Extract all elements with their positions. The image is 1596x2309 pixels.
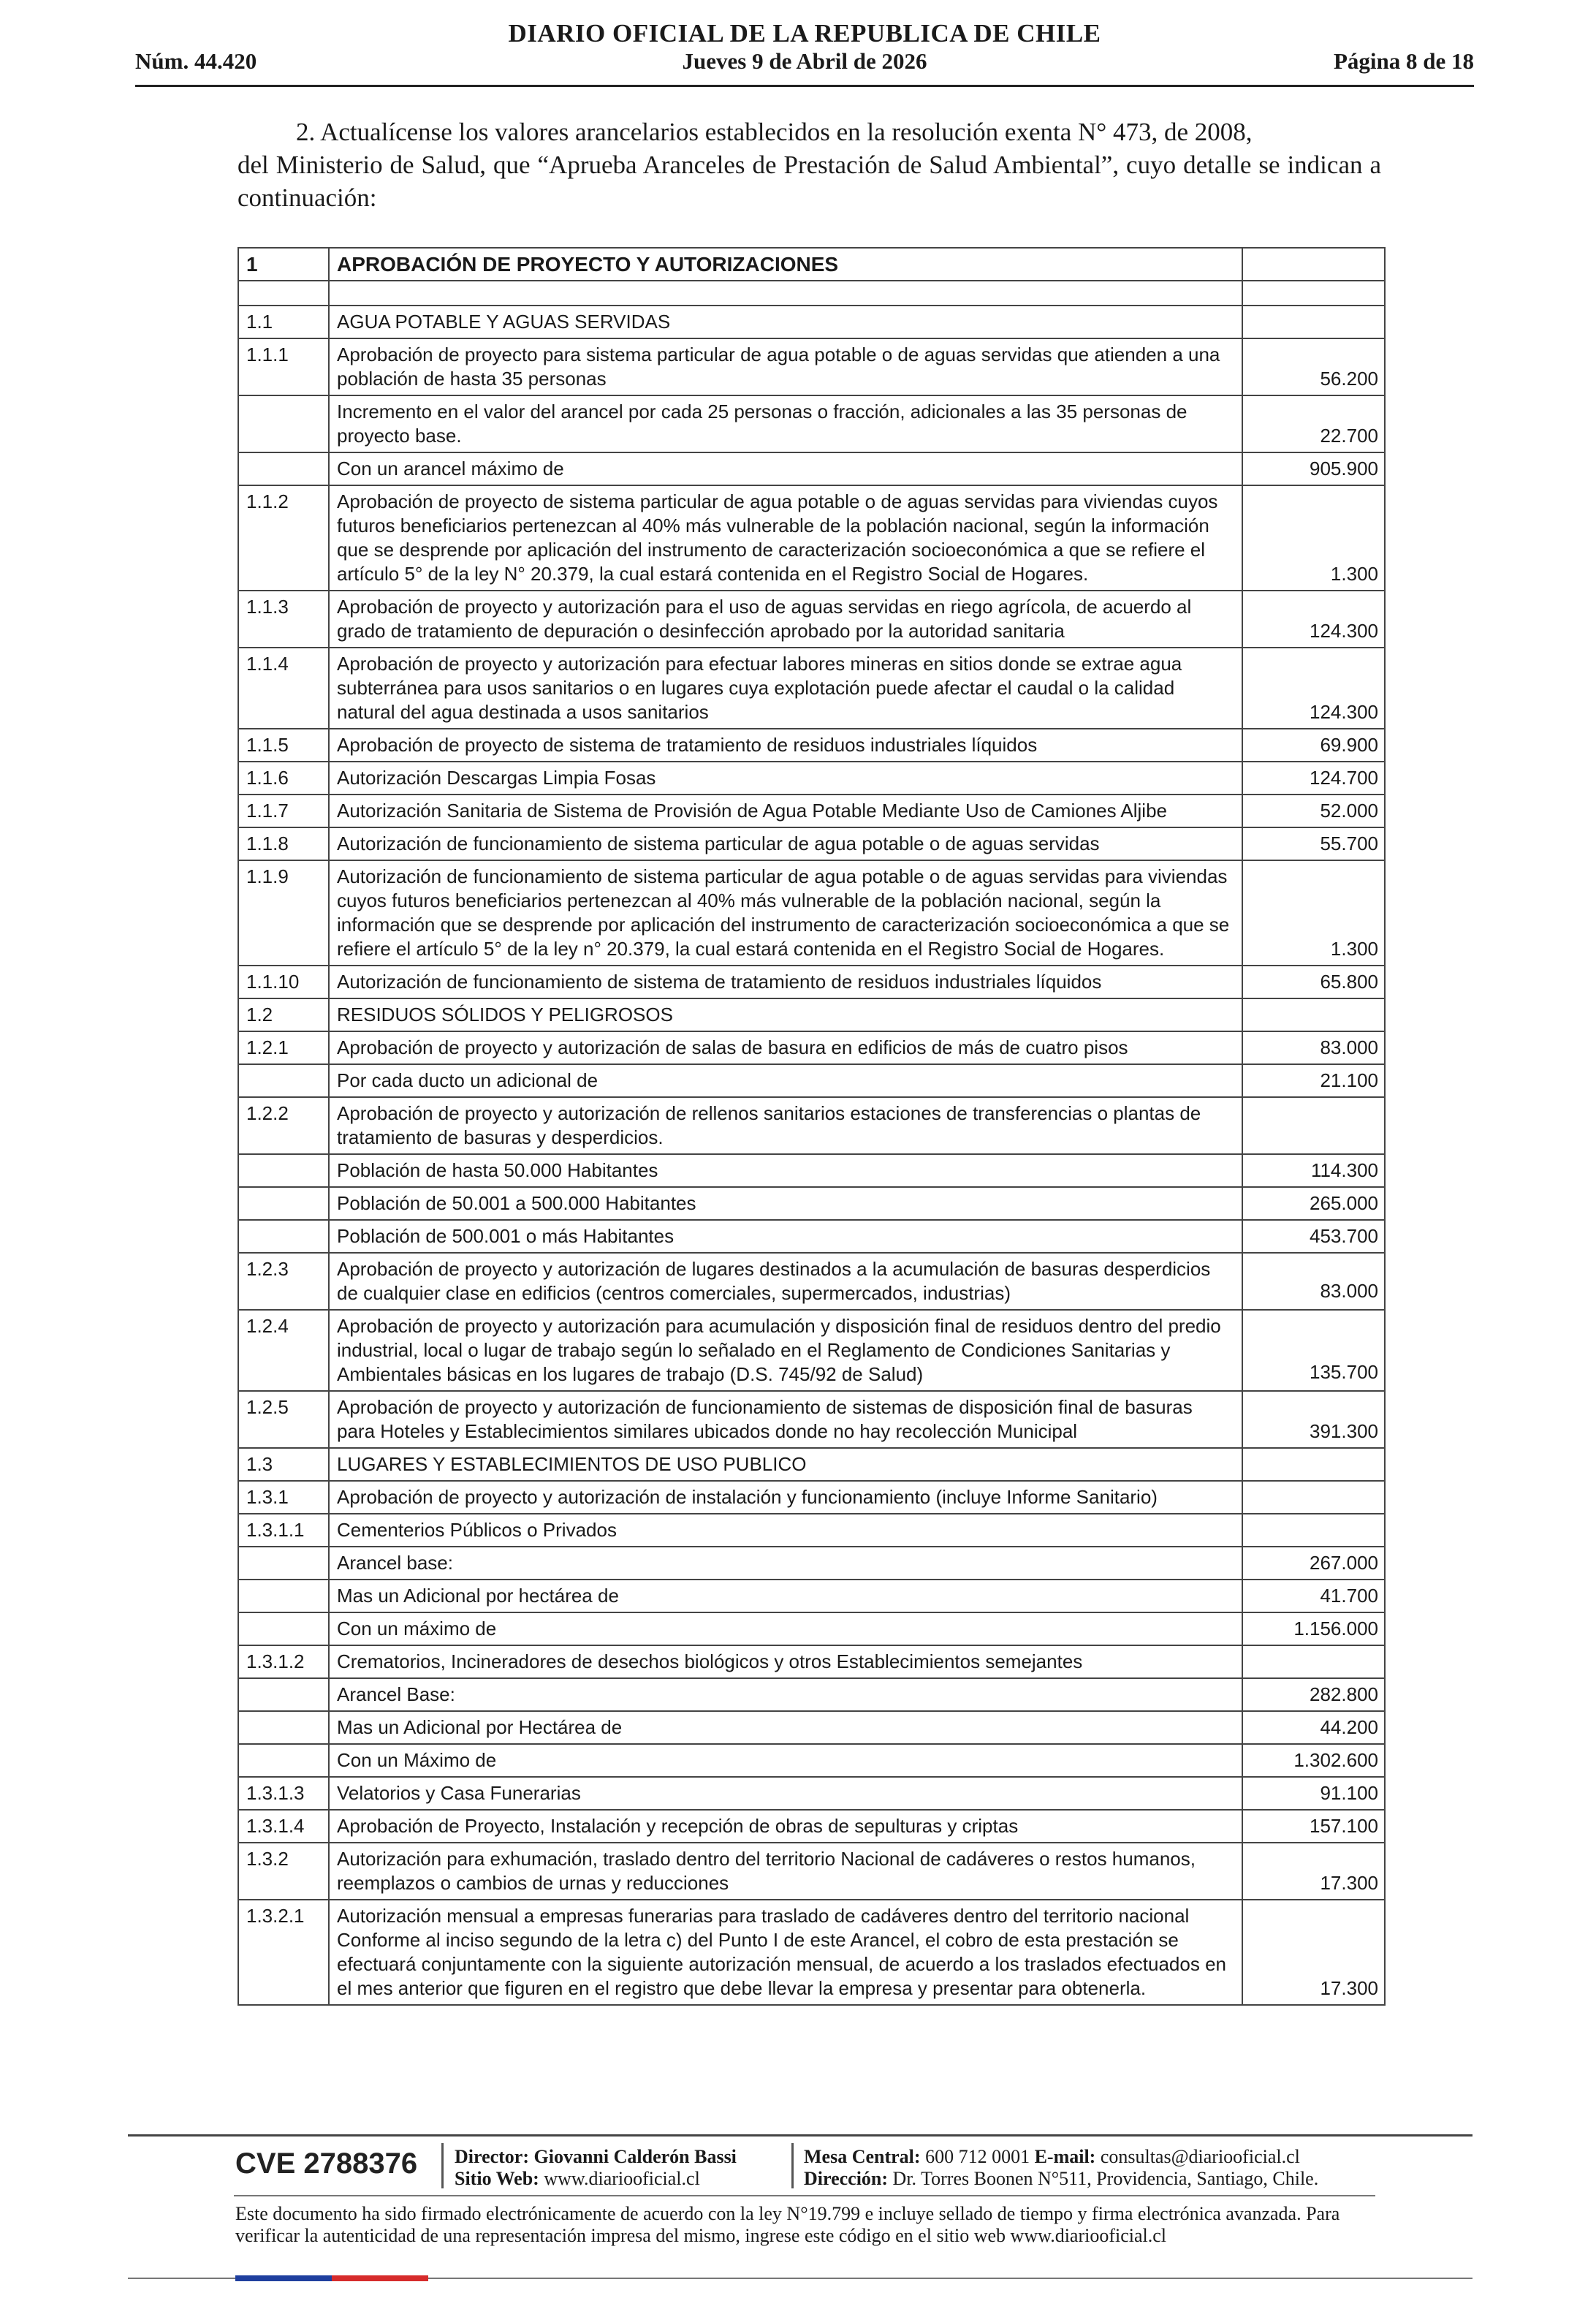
row-code: 1.1.9 xyxy=(238,860,329,966)
row-code: 1.1.1 xyxy=(238,338,329,395)
row-value: 17.300 xyxy=(1242,1843,1385,1900)
row-value: 453.700 xyxy=(1242,1220,1385,1253)
row-value xyxy=(1242,281,1385,306)
row-description: Cementerios Públicos o Privados xyxy=(329,1514,1242,1547)
row-code xyxy=(238,1678,329,1711)
table-row xyxy=(238,1514,1385,1547)
row-value: 135.700 xyxy=(1242,1310,1385,1391)
table-row xyxy=(238,998,1385,1031)
flag-red-segment xyxy=(332,2275,428,2281)
row-code: 1.1.5 xyxy=(238,729,329,762)
issue-number: Núm. 44.420 xyxy=(135,48,257,74)
row-description: Población de hasta 50.000 Habitantes xyxy=(329,1154,1242,1187)
table-row xyxy=(238,591,1385,648)
row-code xyxy=(238,1064,329,1097)
row-code: 1 xyxy=(238,248,329,281)
row-description: Velatorios y Casa Funerarias xyxy=(329,1777,1242,1810)
table-row xyxy=(238,1391,1385,1448)
footer-divider-mid xyxy=(234,2195,1375,2196)
email-link[interactable]: consultas@diariooficial.cl xyxy=(1100,2146,1300,2167)
row-code: 1.3 xyxy=(238,1448,329,1481)
row-description: LUGARES Y ESTABLECIMIENTOS DE USO PUBLICO xyxy=(329,1448,1242,1481)
row-description: Autorización Sanitaria de Sistema de Provisión de Agua Potable Mediante Uso de Camiones Aljibe xyxy=(329,795,1242,827)
row-code: 1.3.1.4 xyxy=(238,1810,329,1843)
table-row xyxy=(238,1547,1385,1580)
row-value: 391.300 xyxy=(1242,1391,1385,1448)
row-code xyxy=(238,1580,329,1612)
row-description: Autorización de funcionamiento de sistema de tratamiento de residuos industriales líquidos xyxy=(329,966,1242,998)
row-code xyxy=(238,1547,329,1580)
row-value xyxy=(1242,1514,1385,1547)
table-row xyxy=(238,1580,1385,1612)
row-value: 267.000 xyxy=(1242,1547,1385,1580)
header-divider xyxy=(135,85,1474,87)
row-value: 1.300 xyxy=(1242,485,1385,591)
row-description: Aprobación de proyecto y autorización para acumulación y disposición final de residuos dentro del predio industrial, local o lugar de trabajo según lo señalado en el Reglamento de Condiciones Sanitarias y Ambientales básicas en los lugares de trabajo (D.S. 745/92 de Salud) xyxy=(329,1310,1242,1391)
row-value: 1.300 xyxy=(1242,860,1385,966)
row-code: 1.1 xyxy=(238,306,329,338)
row-description: Autorización de funcionamiento de sistema particular de agua potable o de aguas servidas para viviendas cuyos futuros beneficiarios pertenezcan al 40% más vulnerable de la población nacional, según la información que se desprende por aplicación del instrumento de caracterización socioeconómica a que se refiere el artículo 5° de la ley n° 20.379, la cual estará contenida en el Registro Social de Hogares. xyxy=(329,860,1242,966)
row-description: Aprobación de proyecto de sistema particular de agua potable o de aguas servidas para viviendas cuyos futuros beneficiarios pertenezcan al 40% más vulnerable de la población nacional, según la información que se desprende por aplicación del instrumento de caracterización socioeconómica a que se refiere el artículo 5° de la ley N° 20.379, la cual estará contenida en el Registro Social de Hogares. xyxy=(329,485,1242,591)
row-value: 44.200 xyxy=(1242,1711,1385,1744)
row-value: 124.700 xyxy=(1242,762,1385,795)
row-code: 1.3.1.3 xyxy=(238,1777,329,1810)
table-row xyxy=(238,281,1385,306)
table-row xyxy=(238,1310,1385,1391)
row-value xyxy=(1242,248,1385,281)
table-row xyxy=(238,1900,1385,2005)
row-description: Aprobación de proyecto y autorización de salas de basura en edificios de más de cuatro pisos xyxy=(329,1031,1242,1064)
row-description: Con un Máximo de xyxy=(329,1744,1242,1777)
row-code: 1.1.6 xyxy=(238,762,329,795)
table-row xyxy=(238,485,1385,591)
row-value: 56.200 xyxy=(1242,338,1385,395)
footer-contact-block xyxy=(804,2146,1318,2190)
table-row xyxy=(238,1843,1385,1900)
row-value: 124.300 xyxy=(1242,591,1385,648)
row-code: 1.1.8 xyxy=(238,827,329,860)
row-value: 1.302.600 xyxy=(1242,1744,1385,1777)
row-code xyxy=(238,1744,329,1777)
chile-flag-stripe xyxy=(235,2275,428,2281)
row-code xyxy=(238,281,329,306)
row-code: 1.2.3 xyxy=(238,1253,329,1310)
table-row xyxy=(238,452,1385,485)
footer-director-block xyxy=(455,2146,737,2190)
row-description: Autorización mensual a empresas funerarias para traslado de cadáveres dentro del territorio nacional Conforme al inciso segundo de la letra c) del Punto I de este Arancel, el cobro de esta prestación se efectuará conjuntamente con la siguiente autorización mensual, de acuerdo a los traslados efectuados en el mes anterior que figuren en el registro que debe llevar la empresa y presentar para obtenerla. xyxy=(329,1900,1242,2005)
row-description: Mas un Adicional por Hectárea de xyxy=(329,1711,1242,1744)
intro-paragraph xyxy=(238,115,1381,214)
row-description xyxy=(329,281,1242,306)
row-description: Autorización para exhumación, traslado dentro del territorio Nacional de cadáveres o restos humanos, reemplazos o cambios de urnas y reducciones xyxy=(329,1843,1242,1900)
table-row xyxy=(238,1253,1385,1310)
mesa-label: Mesa Central: xyxy=(804,2146,921,2167)
row-value: 17.300 xyxy=(1242,1900,1385,2005)
page-number: Página 8 de 18 xyxy=(1333,48,1474,74)
table-row xyxy=(238,395,1385,452)
row-value: 1.156.000 xyxy=(1242,1612,1385,1645)
page-header xyxy=(135,16,1474,89)
table-row xyxy=(238,1777,1385,1810)
row-value: 22.700 xyxy=(1242,395,1385,452)
row-description: Con un arancel máximo de xyxy=(329,452,1242,485)
row-description: Crematorios, Incineradores de desechos biológicos y otros Establecimientos semejantes xyxy=(329,1645,1242,1678)
row-code: 1.2.5 xyxy=(238,1391,329,1448)
table-row xyxy=(238,1031,1385,1064)
row-value: 65.800 xyxy=(1242,966,1385,998)
row-code: 1.1.3 xyxy=(238,591,329,648)
table-row xyxy=(238,306,1385,338)
director-label: Director: xyxy=(455,2146,530,2167)
address-text: Dr. Torres Boonen N°511, Providencia, Santiago, Chile. xyxy=(892,2168,1319,2189)
row-description: Incremento en el valor del arancel por cada 25 personas o fracción, adicionales a las 35 personas de proyecto base. xyxy=(329,395,1242,452)
table-row xyxy=(238,248,1385,281)
footer-separator xyxy=(791,2143,794,2188)
row-value: 69.900 xyxy=(1242,729,1385,762)
row-code xyxy=(238,1711,329,1744)
publication-title: DIARIO OFICIAL DE LA REPUBLICA DE CHILE xyxy=(508,19,1101,48)
row-description: Aprobación de proyecto y autorización de instalación y funcionamiento (incluye Informe Sanitario) xyxy=(329,1481,1242,1514)
row-code xyxy=(238,1612,329,1645)
row-description: AGUA POTABLE Y AGUAS SERVIDAS xyxy=(329,306,1242,338)
table-row xyxy=(238,729,1385,762)
table-row xyxy=(238,1064,1385,1097)
table-row xyxy=(238,1097,1385,1154)
row-description: Población de 500.001 o más Habitantes xyxy=(329,1220,1242,1253)
row-code xyxy=(238,452,329,485)
row-value: 157.100 xyxy=(1242,1810,1385,1843)
row-description: Aprobación de proyecto y autorización de lugares destinados a la acumulación de basuras desperdicios de cualquier clase en edificios (centros comerciales, supermercados, industrias) xyxy=(329,1253,1242,1310)
row-description: Población de 50.001 a 500.000 Habitantes xyxy=(329,1187,1242,1220)
row-value: 52.000 xyxy=(1242,795,1385,827)
table-row xyxy=(238,1154,1385,1187)
legal-notice: Este documento ha sido firmado electrónicamente de acuerdo con la ley N°19.799 e incluye sellado de tiempo y firma electrónica avanzada. Para verificar la autenticidad de una representación impresa del mismo, ingrese este código en el sitio web www.diariooficial.cl xyxy=(235,2203,1340,2246)
footer-separator xyxy=(441,2143,444,2188)
table-row xyxy=(238,1481,1385,1514)
row-code: 1.3.1.1 xyxy=(238,1514,329,1547)
row-value xyxy=(1242,998,1385,1031)
table-row xyxy=(238,860,1385,966)
row-code xyxy=(238,1187,329,1220)
row-value: 905.900 xyxy=(1242,452,1385,485)
table-row xyxy=(238,1810,1385,1843)
row-code xyxy=(238,1220,329,1253)
table-row xyxy=(238,1220,1385,1253)
address-label: Dirección: xyxy=(804,2168,889,2189)
cve-code: CVE 2788376 xyxy=(235,2147,418,2180)
row-code: 1.3.2 xyxy=(238,1843,329,1900)
table-row xyxy=(238,1678,1385,1711)
row-code: 1.1.7 xyxy=(238,795,329,827)
row-description: Autorización Descargas Limpia Fosas xyxy=(329,762,1242,795)
row-code xyxy=(238,1154,329,1187)
row-code: 1.1.2 xyxy=(238,485,329,591)
row-value xyxy=(1242,1097,1385,1154)
row-value: 21.100 xyxy=(1242,1064,1385,1097)
row-description: Autorización de funcionamiento de sistema particular de agua potable o de aguas servidas xyxy=(329,827,1242,860)
row-value: 265.000 xyxy=(1242,1187,1385,1220)
row-description: Aprobación de proyecto y autorización de funcionamiento de sistemas de disposición final de basuras para Hoteles y Establecimientos similares ubicados donde no hay recolección Municipal xyxy=(329,1391,1242,1448)
table-row xyxy=(238,338,1385,395)
table-row xyxy=(238,1187,1385,1220)
row-description: Aprobación de Proyecto, Instalación y recepción de obras de sepulturas y criptas xyxy=(329,1810,1242,1843)
row-value: 83.000 xyxy=(1242,1031,1385,1064)
row-value: 41.700 xyxy=(1242,1580,1385,1612)
row-code xyxy=(238,395,329,452)
table-row xyxy=(238,1612,1385,1645)
table-row xyxy=(238,1448,1385,1481)
row-code: 1.2.4 xyxy=(238,1310,329,1391)
site-link[interactable]: www.diariooficial.cl xyxy=(544,2168,700,2189)
mesa-phone: 600 712 0001 xyxy=(925,2146,1030,2167)
row-value: 83.000 xyxy=(1242,1253,1385,1310)
row-description: Arancel Base: xyxy=(329,1678,1242,1711)
email-label: E-mail: xyxy=(1034,2146,1096,2167)
footer-divider-top xyxy=(128,2134,1472,2137)
table-row xyxy=(238,648,1385,729)
row-code: 1.2.1 xyxy=(238,1031,329,1064)
table-row xyxy=(238,966,1385,998)
row-description: Aprobación de proyecto y autorización de rellenos sanitarios estaciones de transferencias o plantas de tratamiento de basuras y desperdicios. xyxy=(329,1097,1242,1154)
site-label: Sitio Web: xyxy=(455,2168,539,2189)
intro-rest: del Ministerio de Salud, que “Aprueba Aranceles de Prestación de Salud Ambiental”, cuyo detalle se indican a continuación: xyxy=(238,151,1381,212)
row-value: 91.100 xyxy=(1242,1777,1385,1810)
row-value xyxy=(1242,1448,1385,1481)
row-description: Aprobación de proyecto de sistema de tratamiento de residuos industriales líquidos xyxy=(329,729,1242,762)
flag-blue-segment xyxy=(235,2275,332,2281)
publication-date: Jueves 9 de Abril de 2026 xyxy=(682,48,927,74)
table-row xyxy=(238,827,1385,860)
table-row xyxy=(238,795,1385,827)
row-description: Arancel base: xyxy=(329,1547,1242,1580)
table-row xyxy=(238,1645,1385,1678)
row-description: Aprobación de proyecto y autorización para el uso de aguas servidas en riego agrícola, de acuerdo al grado de tratamiento de depuración o desinfección aprobado por la autoridad sanitaria xyxy=(329,591,1242,648)
row-description: Mas un Adicional por hectárea de xyxy=(329,1580,1242,1612)
row-value xyxy=(1242,306,1385,338)
tariff-table-body xyxy=(238,248,1385,2005)
row-description: Aprobación de proyecto para sistema particular de agua potable o de aguas servidas que atienden a una población de hasta 35 personas xyxy=(329,338,1242,395)
row-code: 1.1.4 xyxy=(238,648,329,729)
intro-first-line: 2. Actualícense los valores arancelarios establecidos en la resolución exenta N° 473, de 2008, xyxy=(296,118,1253,146)
row-value: 55.700 xyxy=(1242,827,1385,860)
row-code: 1.3.1.2 xyxy=(238,1645,329,1678)
row-value: 114.300 xyxy=(1242,1154,1385,1187)
row-value xyxy=(1242,1645,1385,1678)
row-value: 282.800 xyxy=(1242,1678,1385,1711)
row-code: 1.2 xyxy=(238,998,329,1031)
row-description: APROBACIÓN DE PROYECTO Y AUTORIZACIONES xyxy=(329,248,1242,281)
row-value xyxy=(1242,1481,1385,1514)
row-code: 1.1.10 xyxy=(238,966,329,998)
tariff-table xyxy=(238,247,1386,2006)
row-description: Aprobación de proyecto y autorización para efectuar labores mineras en sitios donde se extrae agua subterránea para usos sanitarios o en lugares cuya explotación puede afectar el caudal o la calidad natural del agua destinada a usos sanitarios xyxy=(329,648,1242,729)
row-description: Con un máximo de xyxy=(329,1612,1242,1645)
row-description: Por cada ducto un adicional de xyxy=(329,1064,1242,1097)
row-code: 1.2.2 xyxy=(238,1097,329,1154)
table-row xyxy=(238,1711,1385,1744)
table-row xyxy=(238,762,1385,795)
row-value: 124.300 xyxy=(1242,648,1385,729)
row-description: RESIDUOS SÓLIDOS Y PELIGROSOS xyxy=(329,998,1242,1031)
row-code: 1.3.2.1 xyxy=(238,1900,329,2005)
table-row xyxy=(238,1744,1385,1777)
director-name: Giovanni Calderón Bassi xyxy=(533,2146,737,2167)
row-code: 1.3.1 xyxy=(238,1481,329,1514)
